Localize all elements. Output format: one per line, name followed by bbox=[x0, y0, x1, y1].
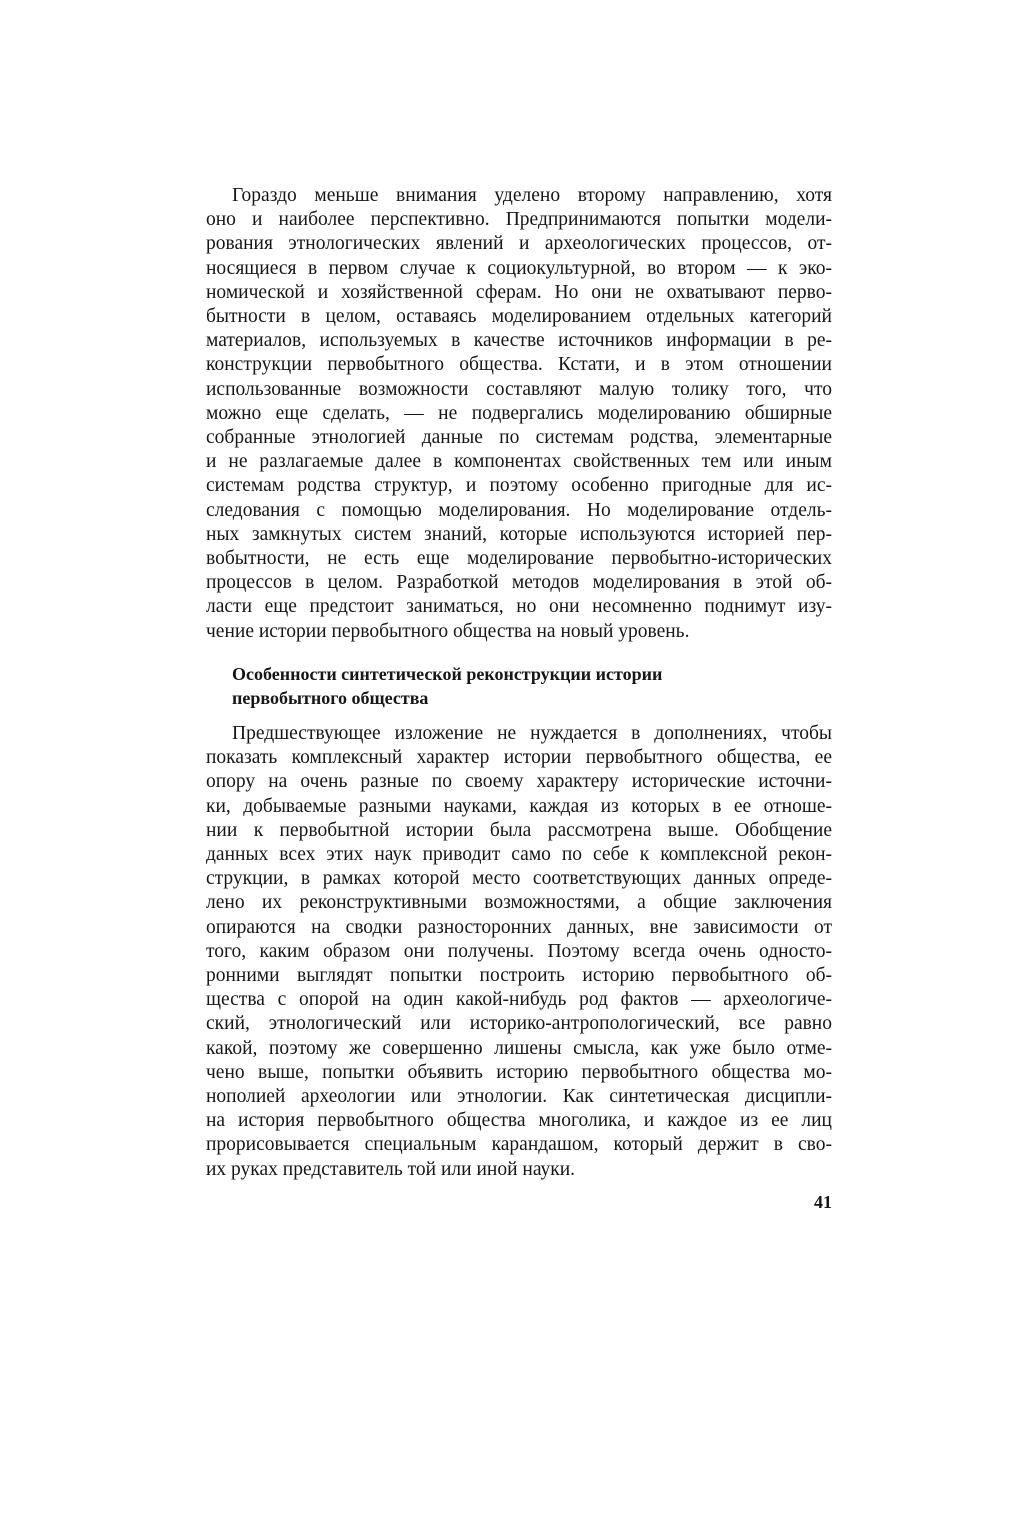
paragraph-line: собранные этнологией данные по системам родства, элементарные bbox=[206, 427, 832, 449]
paragraph-line: какой, поэтому же совершенно лишены смысла, как уже было отме- bbox=[206, 1037, 832, 1059]
paragraph-line: вобытности, не есть еще моделирование первобытно-исторических bbox=[206, 548, 832, 570]
paragraph-line: их руках представитель той или иной науки. bbox=[206, 1158, 576, 1180]
paragraph-line: и не разлагаемые далее в компонентах свойственных тем или иным bbox=[206, 451, 832, 473]
page-number: 41 bbox=[814, 1192, 832, 1212]
paragraph-line: данных всех этих наук приводит само по себе к комплексной рекон- bbox=[206, 844, 832, 866]
paragraph-line: рования этнологических явлений и археологических процессов, от- bbox=[206, 233, 832, 255]
paragraph-line: опору на очень разные по своему характеру исторические источни- bbox=[206, 771, 832, 793]
paragraph-line: Гораздо меньше внимания уделено второму направлению, хотя bbox=[232, 185, 832, 206]
paragraph-line: Предшествующее изложение не нуждается в дополнениях, чтобы bbox=[232, 723, 832, 744]
paragraph-line: номической и хозяйственной сферам. Но они не охватывают перво- bbox=[206, 281, 832, 303]
paragraph-line: на история первобытного общества многолика, и каждое из ее лиц bbox=[206, 1110, 832, 1132]
paragraph-line: следования с помощью моделирования. Но моделирование отдель- bbox=[206, 499, 832, 521]
paragraph-line: лено их реконструктивными возможностями, а общие заключения bbox=[206, 892, 832, 914]
paragraph-line: конструкции первобытного общества. Кстати, и в этом отношении bbox=[206, 354, 832, 376]
paragraph-line: ский, этнологический или историко-антропологический, все равно bbox=[206, 1013, 832, 1035]
paragraph-line: системам родства структур, и поэтому особенно пригодные для ис- bbox=[206, 475, 832, 497]
paragraph-line: материалов, используемых в качестве источников информации в ре- bbox=[206, 330, 832, 352]
paragraph-line: прорисовывается специальным карандашом, который держит в сво- bbox=[206, 1134, 832, 1156]
paragraph-line: оно и наиболее перспективно. Предпринимаются попытки модели- bbox=[206, 209, 832, 231]
paragraph-line: можно еще сделать, — не подвергались моделированию обширные bbox=[206, 402, 832, 424]
paragraph-line: носящиеся в первом случае к социокультурной, во втором — к эко- bbox=[206, 257, 832, 279]
section-heading-line: первобытного общества bbox=[232, 688, 429, 708]
paragraph-line: чение истории первобытного общества на новый уровень. bbox=[206, 620, 690, 642]
paragraph-line: нии к первобытной истории была рассмотрена выше. Обобщение bbox=[206, 819, 832, 841]
paragraph-line: ки, добываемые разными науками, каждая из которых в ее отноше- bbox=[206, 795, 832, 817]
paragraph-line: бытности в целом, оставаясь моделированием отдельных категорий bbox=[206, 306, 832, 328]
paragraph-line: нополией археологии или этнологии. Как синтетическая дисципли- bbox=[206, 1086, 832, 1108]
section-heading bbox=[232, 662, 792, 710]
paragraph-2 bbox=[206, 722, 832, 1182]
paragraph-line: процессов в целом. Разработкой методов моделирования в этой об- bbox=[206, 572, 832, 594]
paragraph-line: щества с опорой на один какой-нибудь род фактов — археологиче- bbox=[206, 989, 832, 1011]
paragraph-line: опираются на сводки разносторонних данных, вне зависимости от bbox=[206, 916, 832, 938]
paragraph-line: ласти еще предстоит заниматься, но они несомненно поднимут изу- bbox=[206, 596, 832, 618]
paragraph-line: ных замкнутых систем знаний, которые используются историей пер- bbox=[206, 523, 832, 545]
paragraph-1 bbox=[206, 184, 832, 644]
paragraph-line: показать комплексный характер истории первобытного общества, ее bbox=[206, 747, 832, 769]
paragraph-line: чено выше, попытки объявить историю первобытного общества мо- bbox=[206, 1061, 832, 1083]
section-heading-line: Особенности синтетической реконструкции истории bbox=[232, 664, 663, 684]
paragraph-line: ронними выглядят попытки построить историю первобытного об- bbox=[206, 965, 832, 987]
paragraph-line: использованные возможности составляют малую толику того, что bbox=[206, 378, 832, 400]
paragraph-line: того, каким образом они получены. Поэтому всегда очень односто- bbox=[206, 940, 832, 962]
paragraph-line: струкции, в рамках которой место соответствующих данных опреде- bbox=[206, 868, 832, 890]
